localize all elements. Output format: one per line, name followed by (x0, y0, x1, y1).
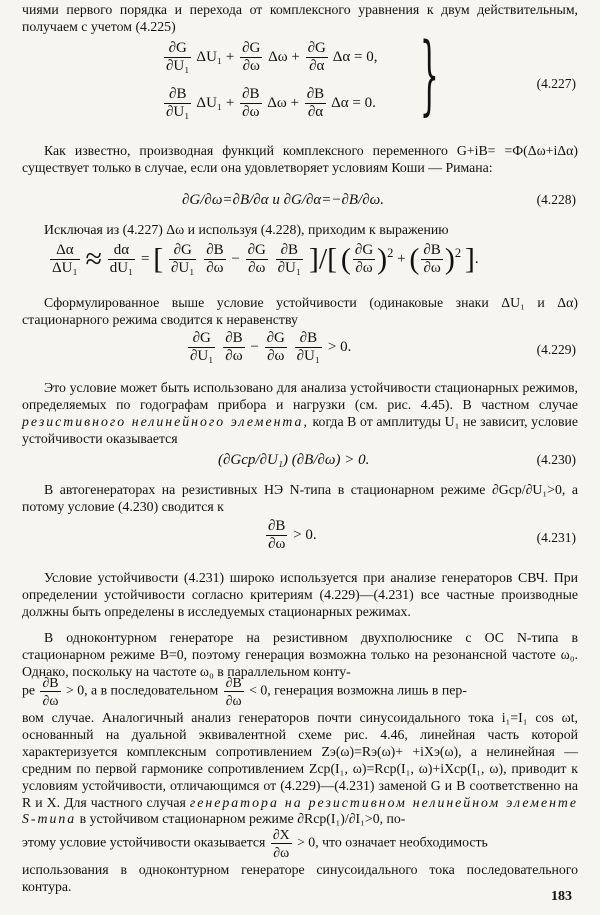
usage-paragraph: Это условие может быть использовано для анализа устойчивости стационарных режимов, определяемых по годографам прибора и нагрузки (см. рис. 4.45). В частном случае резистивного нелинейного элемента, когда B от амплитуды U₁ не зависит, условие устойчивости оказывается (22, 380, 579, 446)
book-page: чиями первого порядка и перехода от комплексного уравнения к двум действительным, получаем с учетом (4.225) $\frac{\partial G}{\text{∂U₁}}$ ΔU₁ + $\frac{\partial G}{\partial\omega}$ Δω + $\frac{\partial G}{\partial\alpha}$ Δα = 0, $\frac{\partial B}{\text{∂U₁}}$ ΔU₁ + $\frac{\partial B}{\partial\omega}$ Δω + $\frac{\partial B}{\partial\alpha}$ Δα = 0. } (4.227) Как известно, производная функций комплексного переменного G+iB= =Ф(Δω+iΔα) существует только в случае, если она удовлетворяет условиям Коши — Римана: ∂G/∂ω=∂B/∂α и ∂G/∂α=−∂B/∂ω. (4.228) Исключая из (4.227) Δω и используя (4.228), приходим к выражению $\frac{\Delta\alpha}{\text{ΔU₁}}$ ≈ $\frac{d\alpha}{\text{dU₁}}$ = [ $\frac{\partial G}{\text{∂U₁}}$ $\frac{\partial B}{\partial\omega}$ − $\frac{\partial G}{\partial\omega}$ $\frac{\partial B}{\text{∂U₁}}$ ]/[ ( $\frac{\partial G}{\partial\omega}$ )$^2$ + ( $\frac{\partial B}{\partial\omega}$ )$^2$ ]. Сформулированное выше условие устойчивости (одинаковые знаки ΔU₁ и Δα) стационарного режима сводится к неравенству $\frac{\partial G}{\text{∂U₁}}$ $\frac{\partial B}{\partial\omega}$ − $\frac{\partial G}{\partial\omega}$ $\frac{\partial B}{\text{∂U₁}}$ > 0. (4.229) Это условие может быть использовано для анализа устойчивости стационарных режимов, определяемых по годографам прибора и нагрузки (см. рис. 4.45). В частном случае резистивного нелинейного элемента, когда B от амплитуды U₁ не зависит, условие устойчивости оказывается (∂Gср/∂U₁) (∂B/∂ω) > 0. (4.230) В автогенераторах на резистивных НЭ N-типа в стационарном режиме ∂Gср/∂U₁>0, а потому условие (4.230) сводится к $\frac{\partial B}{\partial\omega}$ > 0. (4.231) Условие устойчивости (4.231) широко используется при анализе генераторов СВЧ. При определении устойчивости согласно критериям (4.229)—(4.231) все частные производные должны быть определены в исследуемых стационарных режимах. В одноконтурном генераторе на резистивном двухполюснике с ОС N-типа в стационарном режиме B=0, поэтому генерация возможна только на резонансной частоте ω₀. Однако, поскольку на частоте ω₀ в параллельном конту- ре $\frac{\partial B}{\partial\omega}$ > 0, а в последовательном $\frac{\partial B}{\partial\omega}$ < 0, генерация возможна лишь в пер- вом случае. Аналогичный анализ генераторов почти синусоидального тока i₁=I₁ cos ωt, основанный на дуальной эквивалентной схеме рис. 4.46, линейная часть которой характеризуется комплексным сопротивлением Zэ(ω)=Rэ(ω)+ +iXэ(ω), а нелинейная — средним по первой гармонике сопротивлением Zср(I₁, ω)=Rср(I₁, ω)+iXср(I₁, ω), приводит к условиям устойчивости, отличающимся от (4.229)—(4.231) заменой G и B соответственно на R и X. Для частного случая генератора на резистивном нелинейном элементе S-типа в устойчивом стационарном режиме ∂Rср(I₁)/∂I₁>0, по- этому условие устойчивости оказывается $\frac{\partial X}{\partial\omega}$ > 0, что означает необходимость использования в одноконтурном генераторе синусоидального тока последовательного контура. 183 (22, 2, 579, 904)
right-brace: } (419, 25, 439, 125)
condition-paragraph: Сформулированное выше условие устойчивости (одинаковые знаки ΔU₁ и Δα) стационарного режима сводится к неравенству (22, 295, 578, 327)
eq-number-4-229: (4.229) (536, 342, 576, 357)
final-paragraph: использования в одноконтурном генераторе синусоидального тока последовательного контура. (22, 862, 578, 894)
exclusion-paragraph: Исключая из (4.227) Δω и используя (4.228), приходим к выражению (44, 222, 449, 237)
inline-dx-line: этому условие устойчивости оказывается $\frac{\partial X}{\partial\omega}$ > 0, что означает необходимость (22, 827, 488, 860)
analogous-analysis-paragraph: вом случае. Аналогичный анализ генераторов почти синусоидального тока i₁=I₁ cos ωt, основанный на дуальной эквивалентной схеме рис. 4.46, линейная часть которой характеризуется комплексным сопротивлением Zэ(ω)=Rэ(ω)+ +iXэ(ω), а нелинейная — средним по первой гармонике сопротивлением Zср(I₁, ω)=Rср(I₁, ω)+iXср(I₁, ω), приводит к условиям устойчивости, отличающимся от (4.229)—(4.231) заменой G и B соответственно на R и X. Для частного случая генератора на резистивном нелинейном элементе S-типа в устойчивом стационарном режиме ∂Rср(I₁)/∂I₁>0, по- (22, 710, 579, 827)
eq-4-227-row2: $\frac{\partial B}{\text{∂U₁}}$ ΔU₁ + $\frac{\partial B}{\partial\omega}$ Δω + $\frac{\partial B}{\partial\alpha}$ Δα = 0. (166, 86, 376, 120)
intro-paragraph: чиями первого порядка и перехода от комплексного уравнения к двум действительным, получаем с учетом (4.225) (22, 2, 578, 34)
eq-number-4-230: (4.230) (536, 452, 576, 467)
eq-4-227-row1: $\frac{\partial G}{\text{∂U₁}}$ ΔU₁ + $\frac{\partial G}{\partial\omega}$ Δω + $\frac{\partial G}{\partial\alpha}$ Δα = 0, (166, 40, 378, 74)
inline-derivative-line: ре $\frac{\partial B}{\partial\omega}$ > 0, а в последовательном $\frac{\partial B}{\partial\omega}$ < 0, генерация возможна лишь в пер- (22, 675, 467, 708)
page-number: 183 (551, 889, 572, 904)
eq-number-4-231: (4.231) (536, 530, 576, 545)
autogenerator-paragraph: В автогенераторах на резистивных НЭ N-типа в стационарном режиме ∂Gср/∂U₁>0, а потому условие (4.230) сводится к (22, 482, 578, 514)
eq-number-4-227: (4.227) (536, 76, 576, 91)
single-loop-paragraph: В одноконтурном генераторе на резистивном двухполюснике с ОС N-типа в стационарном режиме B=0, поэтому генерация возможна только на резонансной частоте ω₀. Однако, поскольку на частоте ω₀ в параллельном конту- (22, 630, 578, 679)
wide-use-paragraph: Условие устойчивости (4.231) широко используется при анализе генераторов СВЧ. При определении устойчивости согласно критериям (4.229)—(4.231) все частные производные должны быть определены в исследуемых стационарных режимах. (22, 570, 578, 619)
cauchy-paragraph: Как известно, производная функций комплексного переменного G+iB= =Ф(Δω+iΔα) существует только в случае, если она удовлетворяет условиям Коши — Римана: (22, 143, 578, 175)
eq-number-4-228: (4.228) (536, 192, 576, 207)
